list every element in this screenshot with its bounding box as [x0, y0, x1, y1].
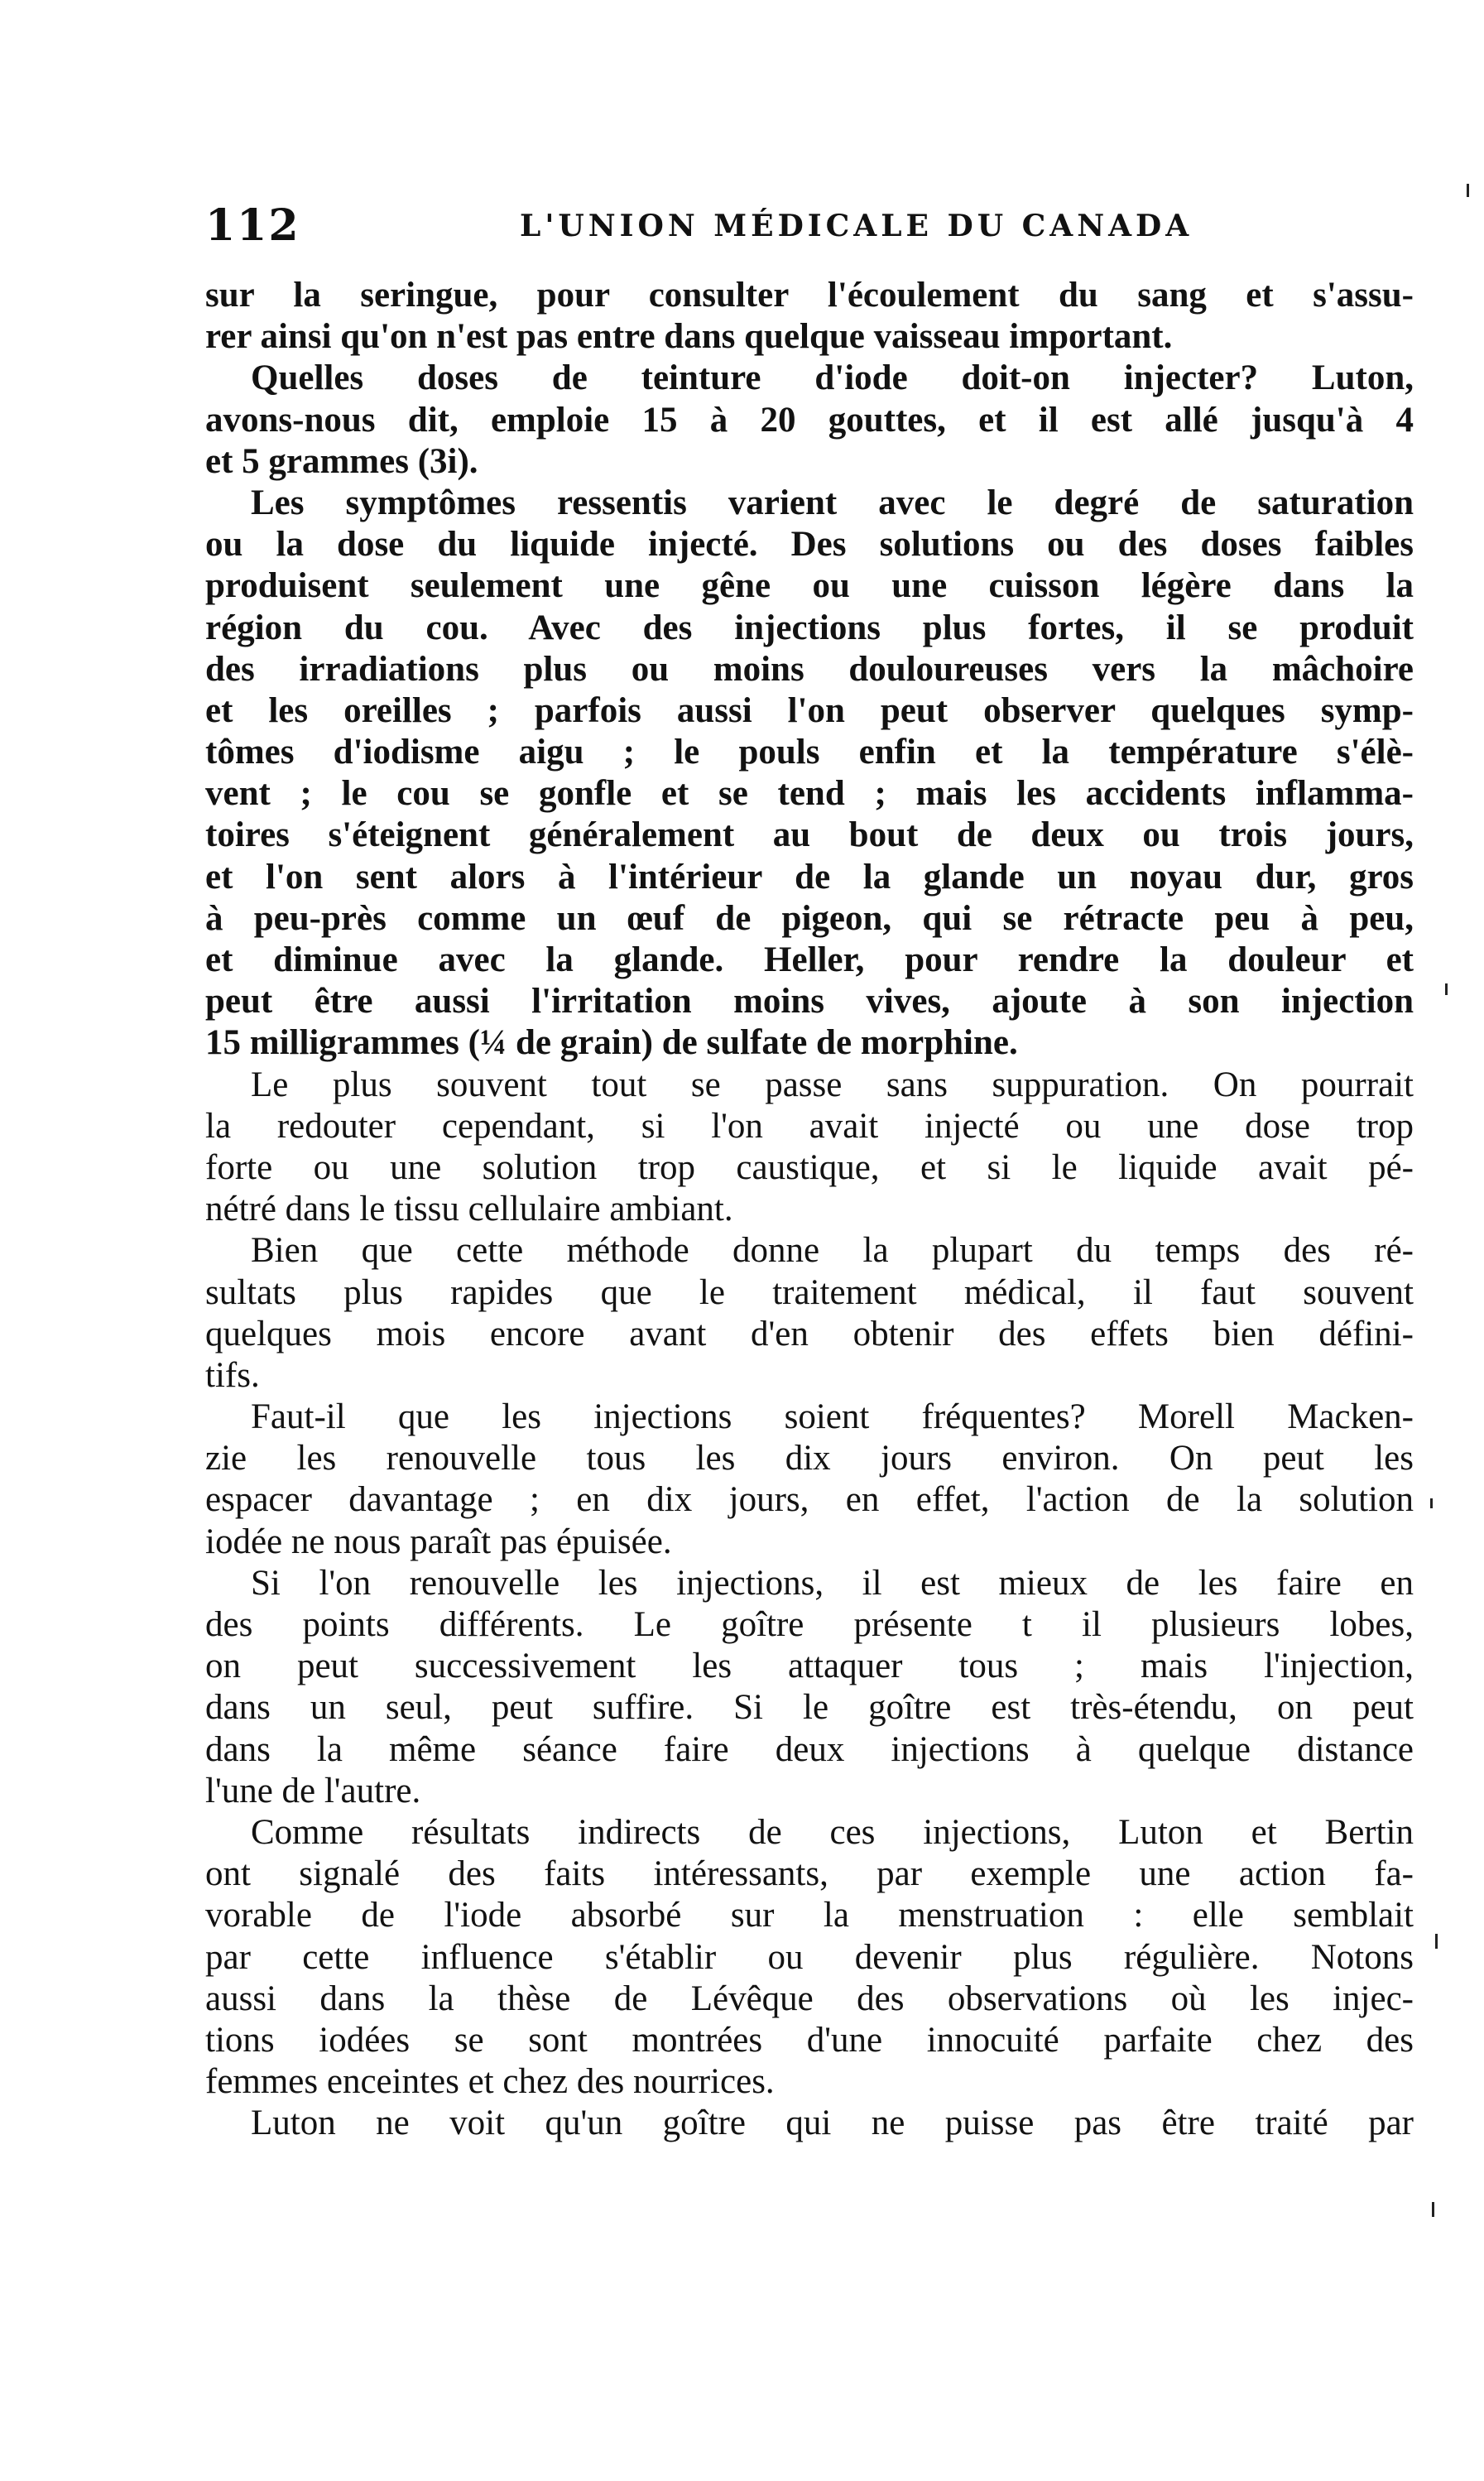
text-line: tômes d'iodisme aigu ; le pouls enfin et la température s'élè- [205, 733, 1414, 772]
text-line: tifs. [205, 1355, 260, 1395]
body-text [205, 275, 1414, 2144]
page-header [205, 200, 1414, 250]
scan-artifact [1467, 184, 1469, 197]
text-line: on peut successivement les attaquer tous ; mais l'injection, [205, 1647, 1414, 1686]
text-line: Faut-il que les injections soient fréquentes? Morell Macken- [251, 1397, 1414, 1437]
text-line: 15 milligrammes (¼ de grain) de sulfate de morphine. [205, 1023, 1018, 1063]
text-line: par cette influence s'établir ou devenir plus régulière. Notons [205, 1937, 1414, 1977]
text-line: femmes enceintes et chez des nourrices. [205, 2062, 775, 2102]
text-line: toires s'éteignent généralement au bout de deux ou trois jours, [205, 815, 1414, 855]
text-line: avons-nous dit, emploie 15 à 20 gouttes, et il est allé jusqu'à 4 [205, 400, 1414, 440]
text-line: Le plus souvent tout se passe sans suppuration. On pourrait [251, 1065, 1414, 1104]
text-line: sultats plus rapides que le traitement médical, il faut souvent [205, 1272, 1414, 1312]
text-line: à peu-près comme un œuf de pigeon, qui se rétracte peu à peu, [205, 898, 1414, 938]
page-number: 112 [205, 200, 300, 251]
text-line: la redouter cependant, si l'on avait injecté ou une dose trop [205, 1106, 1414, 1146]
text-line: espacer davantage ; en dix jours, en effet, l'action de la solution [205, 1480, 1414, 1520]
text-line: iodée ne nous paraît pas épuisée. [205, 1522, 672, 1561]
text-line: Quelles doses de teinture d'iode doit-on injecter? Luton, [251, 358, 1414, 398]
text-line: Si l'on renouvelle les injections, il est mieux de les faire en [251, 1563, 1414, 1603]
text-line: produisent seulement une gêne ou une cuisson légère dans la [205, 566, 1414, 606]
text-line: tions iodées se sont montrées d'une innocuité parfaite chez des [205, 2020, 1414, 2060]
text-line: Luton ne voit qu'un goître qui ne puisse pas être traité par [251, 2104, 1414, 2143]
text-line: Les symptômes ressentis varient avec le degré de saturation [251, 483, 1414, 522]
scan-artifact [1435, 1934, 1438, 1949]
text-line: dans la même séance faire deux injections à quelque distance [205, 1729, 1414, 1769]
text-line: vent ; le cou se gonfle et se tend ; mais les accidents inflamma- [205, 774, 1414, 814]
scan-artifact [1430, 1498, 1433, 1508]
text-line: Bien que cette méthode donne la plupart du temps des ré- [251, 1231, 1414, 1271]
text-line: vorable de l'iode absorbé sur la menstruation : elle semblait [205, 1896, 1414, 1935]
text-line: des points différents. Le goître présente t il plusieurs lobes, [205, 1605, 1414, 1644]
scan-artifact [1432, 2202, 1434, 2217]
text-line: et diminue avec la glande. Heller, pour rendre la douleur et [205, 940, 1414, 979]
text-line: aussi dans la thèse de Lévêque des observations où les injec- [205, 1979, 1414, 2018]
text-line: ou la dose du liquide injecté. Des solutions ou des doses faibles [205, 525, 1414, 565]
text-line: rer ainsi qu'on n'est pas entre dans quelque vaisseau important. [205, 317, 1173, 357]
text-line: et 5 grammes (3i). [205, 441, 478, 481]
scan-artifact [1445, 983, 1448, 995]
text-line: quelques mois encore avant d'en obtenir des effets bien défini- [205, 1314, 1414, 1353]
text-line: ont signalé des faits intéressants, par exemple une action fa- [205, 1854, 1414, 1894]
text-line: dans un seul, peut suffire. Si le goître est très-étendu, on peut [205, 1688, 1414, 1728]
text-line: région du cou. Avec des injections plus fortes, il se produit [205, 608, 1414, 647]
text-line: et les oreilles ; parfois aussi l'on peut observer quelques symp- [205, 690, 1414, 730]
text-line: forte ou une solution trop caustique, et si le liquide avait pé- [205, 1147, 1414, 1187]
text-line: des irradiations plus ou moins douloureuses vers la mâchoire [205, 649, 1414, 689]
text-line: sur la seringue, pour consulter l'écoulement du sang et s'assu- [205, 276, 1414, 315]
text-line: zie les renouvelle tous les dix jours environ. On peut les [205, 1439, 1414, 1479]
text-line: l'une de l'autre. [205, 1771, 421, 1810]
text-line: et l'on sent alors à l'intérieur de la glande un noyau dur, gros [205, 857, 1414, 897]
text-line: nétré dans le tissu cellulaire ambiant. [205, 1190, 733, 1229]
text-line: peut être aussi l'irritation moins vives, ajoute à son injection [205, 982, 1414, 1022]
text-line: Comme résultats indirects de ces injections, Luton et Bertin [251, 1812, 1414, 1852]
running-title: L'UNION MÉDICALE DU CANADA [520, 209, 1193, 243]
